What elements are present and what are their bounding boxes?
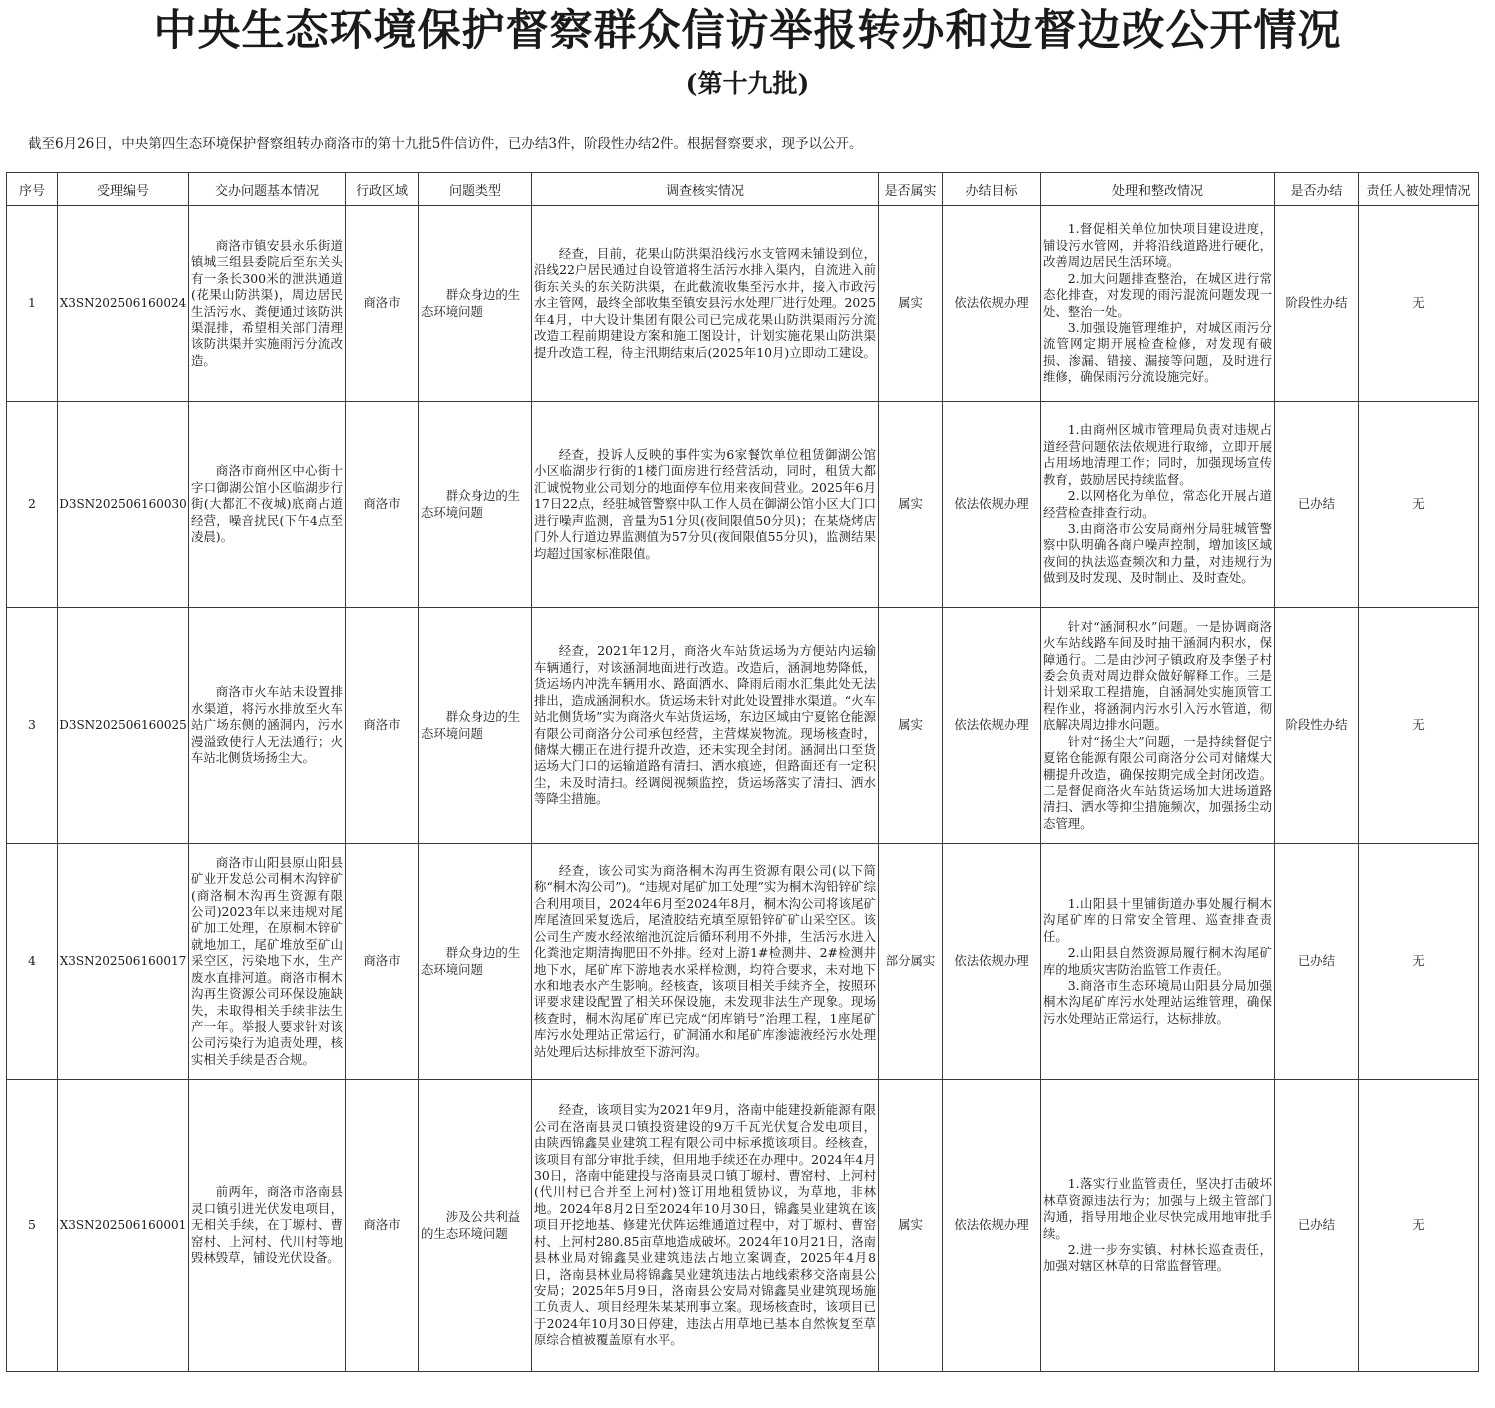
row-rectification: 1.由商州区城市管理局负责对违规占道经营问题依法依规进行取缔，立即开展占用场地清理工作；同时，加强现场宣传教育，鼓励居民持续监督。 2.以网格化为单位，常态化开展占道经营检查排查行动。 3.由商洛市公安局商州分局驻城管警察中队明确各商户噪声控制，增加该区域夜间的执法巡查频次和力量，对违规行为做到及时发现、及时制止、及时查处。 xyxy=(1041,402,1275,608)
row-accountability: 无 xyxy=(1359,402,1479,608)
row-issue: 前两年，商洛市洛南县灵口镇引进光伏发电项目，无相关手续，在丁塬村、曹窑村、上河村、代川村等地毁林毁草，铺设光伏设备。 xyxy=(189,1080,346,1372)
table-row xyxy=(7,206,1479,402)
row-goal: 依法依规办理 xyxy=(943,608,1041,844)
row-no: 4 xyxy=(7,844,58,1080)
row-code: X3SN202506160001 xyxy=(58,1080,189,1372)
row-verified: 部分属实 xyxy=(879,844,943,1080)
row-code: D3SN202506160030 xyxy=(58,402,189,608)
header-type: 问题类型 xyxy=(419,173,532,206)
header-rectification: 处理和整改情况 xyxy=(1041,173,1275,206)
row-goal: 依法依规办理 xyxy=(943,1080,1041,1372)
row-type: 群众身边的生态环境问题 xyxy=(419,402,532,608)
row-verified: 属实 xyxy=(879,402,943,608)
row-status: 已办结 xyxy=(1275,402,1359,608)
header-status: 是否办结 xyxy=(1275,173,1359,206)
row-status: 阶段性办结 xyxy=(1275,206,1359,402)
row-region: 商洛市 xyxy=(346,402,419,608)
row-goal: 依法依规办理 xyxy=(943,402,1041,608)
page-subtitle: (第十九批) xyxy=(685,69,810,98)
header-investigation: 调查核实情况 xyxy=(532,173,879,206)
row-region: 商洛市 xyxy=(346,206,419,402)
row-rectification: 针对“涵洞积水”问题。一是协调商洛火车站线路车间及时抽干涵洞内积水，保障通行。二是由沙河子镇政府及李堡子村委会负责对周边群众做好解释工作。三是计划采取工程措施，自涵洞处实施顶管工程作业，将涵洞内污水引入污水管道，彻底解决周边排水问题。 针对“扬尘大”问题，一是持续督促宁夏铭仓能源有限公司商洛分公司对储煤大棚提升改造，确保按期完成全封闭改造。二是督促商洛火车站货运场加大进场道路清扫、洒水等抑尘措施频次，加强扬尘动态管理。 xyxy=(1041,608,1275,844)
header-no: 序号 xyxy=(7,173,58,206)
row-region: 商洛市 xyxy=(346,844,419,1080)
row-no: 2 xyxy=(7,402,58,608)
row-region: 商洛市 xyxy=(346,1080,419,1372)
row-accountability: 无 xyxy=(1359,608,1479,844)
row-type: 群众身边的生态环境问题 xyxy=(419,206,532,402)
row-rectification: 1.山阳县十里铺街道办事处履行桐木沟尾矿库的日常安全管理、巡查排查责任。 2.山阳县自然资源局履行桐木沟尾矿库的地质灾害防治监管工作责任。 3.商洛市生态环境局山阳县分局加强桐木沟尾矿库污水处理站运维管理，确保污水处理站正常运行，达标排放。 xyxy=(1041,844,1275,1080)
header-goal: 办结目标 xyxy=(943,173,1041,206)
header-code: 受理编号 xyxy=(58,173,189,206)
row-investigation: 经查，目前，花果山防洪渠沿线污水支管网未铺设到位，沿线22户居民通过自设管道将生活污水排入渠内，自流进入前街东关头的东关防洪渠，在此截流收集至污水井，接入市政污水主管网，最终全部收集至镇安县污水处理厂进行处理。2025年4月，中大设计集团有限公司已完成花果山防洪渠雨污分流改造工程前期建设方案和施工图设计，计划实施花果山防洪渠提升改造工程，待主汛期结束后(2025年10月)立即动工建设。 xyxy=(532,206,879,402)
row-investigation: 经查，该公司实为商洛桐木沟再生资源有限公司(以下简称“桐木沟公司”)。“违规对尾矿加工处理”实为桐木沟铅锌矿综合利用项目，2024年6月至2024年8月，桐木沟公司将该尾矿库尾渣回采复选后，尾渣胶结充填至原铅锌矿矿山采空区。该公司生产废水经浓缩池沉淀后循环利用不外排，生活污水进入化粪池定期清掏肥田不外排。经对上游1#检测井、2#检测井地下水，尾矿库下游地表水采样检测，均符合要求，未对地下水和地表水产生影响。经核查，该项目相关手续齐全，按照环评要求建设配置了相关环保设施，未发现非法生产现象。现场核查时，桐木沟尾矿库已完成“闭库销号”治理工程，1座尾矿库污水处理站正常运行，矿洞涌水和尾矿库渗滤液经污水处理站处理后达标排放至下游河沟。 xyxy=(532,844,879,1080)
row-investigation: 经查，该项目实为2021年9月，洛南中能建投新能源有限公司在洛南县灵口镇投资建设的9万千瓦光伏复合发电项目，由陕西锦鑫昊业建筑工程有限公司中标承揽该项目。经核查，该项目有部分审批手续，但用地手续还在办理中。2024年4月30日，洛南中能建投与洛南县灵口镇丁塬村、曹窑村、上河村(代川村已合并至上河村)签订用地租赁协议，为草地，非林地。2024年8月2日至2024年10月30日，锦鑫昊业建筑在该项目开挖地基、修建光伏阵运维通道过程中，对丁塬村、曹窑村、上河村280.85亩草地造成破坏。2024年10月21日，洛南县林业局对锦鑫昊业建筑违法占地立案调查，2025年4月8日，洛南县林业局将锦鑫昊业建筑违法占地线索移交洛南县公安局；2025年5月9日，洛南县公安局对锦鑫昊业建筑现场施工负责人、项目经理朱某某刑事立案。现场核查时，该项目已于2024年10月30日停建，违法占用草地已基本自然恢复至草原综合植被覆盖原有水平。 xyxy=(532,1080,879,1372)
row-type: 群众身边的生态环境问题 xyxy=(419,608,532,844)
row-verified: 属实 xyxy=(879,1080,943,1372)
table-row xyxy=(7,608,1479,844)
petition-table xyxy=(6,172,1479,1372)
row-goal: 依法依规办理 xyxy=(943,844,1041,1080)
row-status: 已办结 xyxy=(1275,844,1359,1080)
header-verified: 是否属实 xyxy=(879,173,943,206)
header-accountability: 责任人被处理情况 xyxy=(1359,173,1479,206)
row-status: 阶段性办结 xyxy=(1275,608,1359,844)
row-investigation: 经查，投诉人反映的事件实为6家餐饮单位租赁御湖公馆小区临湖步行街的1楼门面房进行经营活动，同时，租赁大都汇诚悦物业公司划分的地面停车位用来夜间营业。2025年6月17日22点，经驻城管警察中队工作人员在御湖公馆小区大门口进行噪声监测，音量为51分贝(夜间限值50分贝)；在某烧烤店门外人行道边界监测值为57分贝(夜间限值55分贝)，监测结果均超过国家标准限值。 xyxy=(532,402,879,608)
table-row xyxy=(7,1080,1479,1372)
row-no: 1 xyxy=(7,206,58,402)
row-region: 商洛市 xyxy=(346,608,419,844)
row-accountability: 无 xyxy=(1359,844,1479,1080)
intro-paragraph: 截至6月26日，中央第四生态环境保护督察组转办商洛市的第十九批5件信访件，已办结3件，阶段性办结2件。根据督察要求，现予以公开。 xyxy=(28,136,863,152)
row-rectification: 1.督促相关单位加快项目建设进度，铺设污水管网，并将沿线道路进行硬化，改善周边居民生活环境。 2.加大问题排查整治，在城区进行常态化排查，对发现的雨污混流问题发现一处、整治一处。 3.加强设施管理维护，对城区雨污分流管网定期开展检查检修，对发现有破损、渗漏、错接、漏接等问题，及时进行维修，确保雨污分流设施完好。 xyxy=(1041,206,1275,402)
header-issue: 交办问题基本情况 xyxy=(189,173,346,206)
table-row xyxy=(7,844,1479,1080)
header-region: 行政区域 xyxy=(346,173,419,206)
table-row xyxy=(7,402,1479,608)
row-rectification: 1.落实行业监管责任，坚决打击破坏林草资源违法行为；加强与上级主管部门沟通，指导用地企业尽快完成用地审批手续。 2.进一步夯实镇、村林长巡查责任，加强对辖区林草的日常监督管理。 xyxy=(1041,1080,1275,1372)
row-code: X3SN202506160024 xyxy=(58,206,189,402)
table-header-row xyxy=(7,173,1479,206)
row-code: D3SN202506160025 xyxy=(58,608,189,844)
row-accountability: 无 xyxy=(1359,206,1479,402)
row-no: 3 xyxy=(7,608,58,844)
row-no: 5 xyxy=(7,1080,58,1372)
row-accountability: 无 xyxy=(1359,1080,1479,1372)
row-type: 涉及公共利益的生态环境问题 xyxy=(419,1080,532,1372)
row-issue: 商洛市商州区中心街十字口御湖公馆小区临湖步行街(大都汇不夜城)底商占道经营，噪音扰民(下午4点至凌晨)。 xyxy=(189,402,346,608)
row-issue: 商洛市山阳县原山阳县矿业开发总公司桐木沟锌矿(商洛桐木沟再生资源有限公司)2023年以来违规对尾矿加工处理，在原桐木锌矿就地加工，尾矿堆放至矿山采空区，污染地下水，生产废水直排河道。商洛市桐木沟再生资源公司环保设施缺失，未取得相关手续非法生产一年。举报人要求针对该公司污染行为追责处理，核实相关手续是否合规。 xyxy=(189,844,346,1080)
row-type: 群众身边的生态环境问题 xyxy=(419,844,532,1080)
row-issue: 商洛市火车站未设置排水渠道，将污水排放至火车站广场东侧的涵洞内，污水漫溢致使行人无法通行；火车站北侧货场扬尘大。 xyxy=(189,608,346,844)
row-code: X3SN202506160017 xyxy=(58,844,189,1080)
row-status: 已办结 xyxy=(1275,1080,1359,1372)
row-issue: 商洛市镇安县永乐街道镇城三组县委院后至东关头有一条长300米的泄洪通道(花果山防洪渠)，周边居民生活污水、粪便通过该防洪渠混排，希望相关部门清理该防洪渠并实施雨污分流改造。 xyxy=(189,206,346,402)
page-title: 中央生态环境保护督察群众信访举报转办和边督边改公开情况 xyxy=(153,6,1342,56)
row-investigation: 经查，2021年12月，商洛火车站货运场为方便站内运输车辆通行，对该涵洞地面进行改造。改造后，涵洞地势降低，货运场内冲洗车辆用水、路面洒水、降雨后雨水汇集此处无法排出，造成涵洞积水。货运场未针对此处设置排水渠道。“火车站北侧货场”实为商洛火车站货运场，东边区域由宁夏铭仓能源有限公司商洛分公司承包经营，主营煤炭物流。现场核查时，储煤大棚正在进行提升改造，还未实现全封闭。涵洞出口至货运场大门口的运输道路有清扫、洒水痕迹，但路面还有一定积尘，未及时清扫。经调阅视频监控，货运场落实了清扫、洒水等降尘措施。 xyxy=(532,608,879,844)
row-goal: 依法依规办理 xyxy=(943,206,1041,402)
row-verified: 属实 xyxy=(879,608,943,844)
row-verified: 属实 xyxy=(879,206,943,402)
